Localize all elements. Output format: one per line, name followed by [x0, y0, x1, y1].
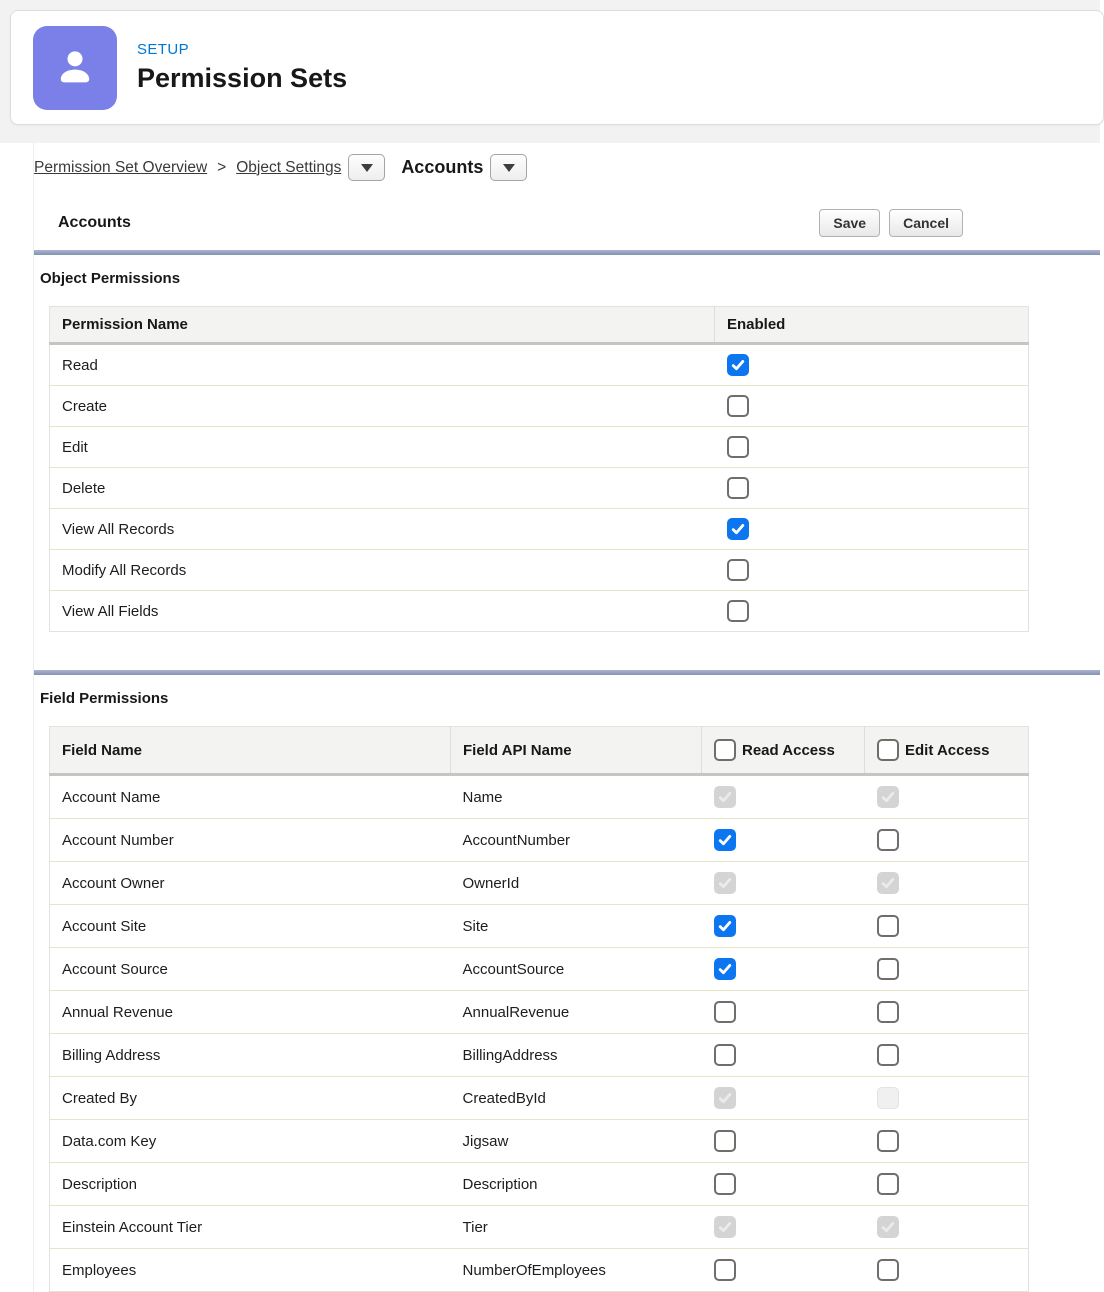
field-api-name-cell: NumberOfEmployees [451, 1249, 702, 1292]
breadcrumb-link-overview[interactable]: Permission Set Overview [34, 158, 208, 176]
table-row [50, 386, 1029, 427]
enabled-checkbox[interactable] [727, 477, 749, 499]
top-band [0, 0, 1100, 143]
chevron-down-icon [361, 164, 373, 172]
enabled-checkbox[interactable] [727, 518, 749, 540]
breadcrumb [34, 150, 1100, 181]
field-api-name-cell: BillingAddress [451, 1034, 702, 1077]
edit-access-checkbox[interactable] [877, 1044, 899, 1066]
edit-access-checkbox [877, 786, 899, 808]
field-api-name-cell: Name [451, 775, 702, 819]
button-group [819, 209, 963, 237]
field-name-cell: Account Name [50, 775, 451, 819]
field-name-cell: Account Site [50, 905, 451, 948]
table-row [50, 905, 1029, 948]
breadcrumb-link-object-settings[interactable]: Object Settings [236, 158, 342, 176]
header-text [137, 41, 347, 94]
read-access-checkbox [714, 872, 736, 894]
field-api-name-cell: CreatedById [451, 1077, 702, 1120]
table-row [50, 1120, 1029, 1163]
section-divider [34, 670, 1100, 675]
edit-access-checkbox [877, 872, 899, 894]
read-access-checkbox [714, 786, 736, 808]
table-row [50, 1034, 1029, 1077]
edit-access-checkbox[interactable] [877, 1130, 899, 1152]
object-permissions-table [49, 306, 1029, 632]
table-row [50, 1163, 1029, 1206]
permission-name-cell: View All Fields [50, 591, 715, 632]
table-row [50, 775, 1029, 819]
title-row [34, 209, 1100, 237]
read-access-checkbox[interactable] [714, 1173, 736, 1195]
edit-access-cell [865, 905, 1029, 948]
field-name-cell: Billing Address [50, 1034, 451, 1077]
field-name-cell: Account Number [50, 819, 451, 862]
read-access-cell [702, 905, 865, 948]
edit-access-checkbox[interactable] [877, 829, 899, 851]
column-header-field-name: Field Name [50, 727, 451, 775]
read-access-checkbox[interactable] [714, 1130, 736, 1152]
column-header-enabled: Enabled [715, 307, 1029, 344]
read-access-cell [702, 1034, 865, 1077]
field-api-name-cell: Jigsaw [451, 1120, 702, 1163]
table-row [50, 550, 1029, 591]
read-access-cell [702, 1163, 865, 1206]
column-header-field-api-name: Field API Name [451, 727, 702, 775]
table-row [50, 819, 1029, 862]
user-icon [50, 43, 100, 93]
table-row [50, 862, 1029, 905]
enabled-cell [715, 591, 1029, 632]
field-api-name-cell: AccountSource [451, 948, 702, 991]
table-row [50, 344, 1029, 386]
cancel-button[interactable]: Cancel [889, 209, 963, 237]
permission-name-cell: Edit [50, 427, 715, 468]
edit-access-checkbox [877, 1216, 899, 1238]
field-name-cell: Employees [50, 1249, 451, 1292]
read-access-checkbox[interactable] [714, 1001, 736, 1023]
read-access-cell [702, 775, 865, 819]
object-title: Accounts [58, 214, 131, 231]
column-header-permission-name: Permission Name [50, 307, 715, 344]
section-divider [34, 250, 1100, 255]
read-access-checkbox[interactable] [714, 1044, 736, 1066]
read-access-cell [702, 1206, 865, 1249]
read-access-checkbox[interactable] [714, 915, 736, 937]
permission-name-cell: View All Records [50, 509, 715, 550]
edit-access-select-all-checkbox[interactable] [877, 739, 899, 761]
accounts-dropdown-button[interactable] [490, 154, 527, 181]
breadcrumb-separator: > [217, 158, 227, 176]
enabled-checkbox[interactable] [727, 436, 749, 458]
edit-access-cell [865, 1249, 1029, 1292]
read-access-cell [702, 819, 865, 862]
edit-access-cell [865, 819, 1029, 862]
enabled-checkbox[interactable] [727, 395, 749, 417]
read-access-cell [702, 862, 865, 905]
enabled-checkbox[interactable] [727, 354, 749, 376]
field-api-name-cell: OwnerId [451, 862, 702, 905]
read-access-cell [702, 1077, 865, 1120]
permission-name-cell: Delete [50, 468, 715, 509]
enabled-cell [715, 386, 1029, 427]
enabled-checkbox[interactable] [727, 600, 749, 622]
setup-header-card [10, 10, 1104, 125]
table-row [50, 1249, 1029, 1292]
read-access-checkbox[interactable] [714, 829, 736, 851]
table-row [50, 468, 1029, 509]
edit-access-checkbox[interactable] [877, 1001, 899, 1023]
enabled-cell [715, 468, 1029, 509]
column-header-edit-access [865, 727, 1029, 775]
edit-access-cell [865, 1034, 1029, 1077]
edit-access-cell [865, 1206, 1029, 1249]
field-name-cell: Created By [50, 1077, 451, 1120]
table-header-row [50, 307, 1029, 344]
edit-access-cell [865, 1077, 1029, 1120]
field-name-cell: Data.com Key [50, 1120, 451, 1163]
field-name-cell: Einstein Account Tier [50, 1206, 451, 1249]
edit-access-checkbox[interactable] [877, 1259, 899, 1281]
field-api-name-cell: Tier [451, 1206, 702, 1249]
read-access-checkbox [714, 1216, 736, 1238]
enabled-cell [715, 427, 1029, 468]
edit-access-label: Edit Access [905, 741, 990, 759]
chevron-down-icon [503, 164, 515, 172]
read-access-checkbox[interactable] [714, 1259, 736, 1281]
enabled-cell [715, 550, 1029, 591]
object-permissions-heading: Object Permissions [40, 270, 181, 287]
table-row [50, 1206, 1029, 1249]
field-permissions-heading: Field Permissions [40, 690, 169, 707]
table-row [50, 427, 1029, 468]
field-permissions-table [49, 726, 1029, 1292]
field-api-name-cell: AccountNumber [451, 819, 702, 862]
edit-access-checkbox[interactable] [877, 915, 899, 937]
edit-access-checkbox[interactable] [877, 958, 899, 980]
table-row [50, 591, 1029, 632]
content-panel [33, 143, 1100, 1292]
edit-access-cell [865, 948, 1029, 991]
permission-sets-user-icon [33, 26, 117, 110]
table-row [50, 948, 1029, 991]
field-api-name-cell: Description [451, 1163, 702, 1206]
read-access-cell [702, 991, 865, 1034]
field-api-name-cell: AnnualRevenue [451, 991, 702, 1034]
field-name-cell: Description [50, 1163, 451, 1206]
setup-eyebrow: SETUP [137, 41, 190, 58]
page-title: Permission Sets [137, 63, 348, 93]
permission-name-cell: Create [50, 386, 715, 427]
edit-access-cell [865, 1120, 1029, 1163]
field-name-cell: Account Source [50, 948, 451, 991]
read-access-cell [702, 1249, 865, 1292]
edit-access-cell [865, 1163, 1029, 1206]
edit-access-cell [865, 862, 1029, 905]
field-api-name-cell: Site [451, 905, 702, 948]
edit-access-cell [865, 775, 1029, 819]
read-access-label: Read Access [742, 741, 835, 759]
table-header-row [50, 727, 1029, 775]
table-row [50, 991, 1029, 1034]
edit-access-checkbox[interactable] [877, 1173, 899, 1195]
permission-name-cell: Modify All Records [50, 550, 715, 591]
enabled-cell [715, 344, 1029, 386]
field-name-cell: Annual Revenue [50, 991, 451, 1034]
save-button[interactable]: Save [819, 209, 880, 237]
table-row [50, 509, 1029, 550]
read-access-cell [702, 1120, 865, 1163]
field-name-cell: Account Owner [50, 862, 451, 905]
enabled-checkbox[interactable] [727, 559, 749, 581]
enabled-cell [715, 509, 1029, 550]
read-access-checkbox[interactable] [714, 958, 736, 980]
edit-access-cell [865, 991, 1029, 1034]
read-access-checkbox [714, 1087, 736, 1109]
column-header-read-access [702, 727, 865, 775]
table-row [50, 1077, 1029, 1120]
read-access-select-all-checkbox[interactable] [714, 739, 736, 761]
read-access-cell [702, 948, 865, 991]
breadcrumb-current-object: Accounts [401, 157, 484, 177]
permission-name-cell: Read [50, 344, 715, 386]
edit-access-checkbox [877, 1087, 899, 1109]
object-settings-dropdown-button[interactable] [348, 154, 385, 181]
